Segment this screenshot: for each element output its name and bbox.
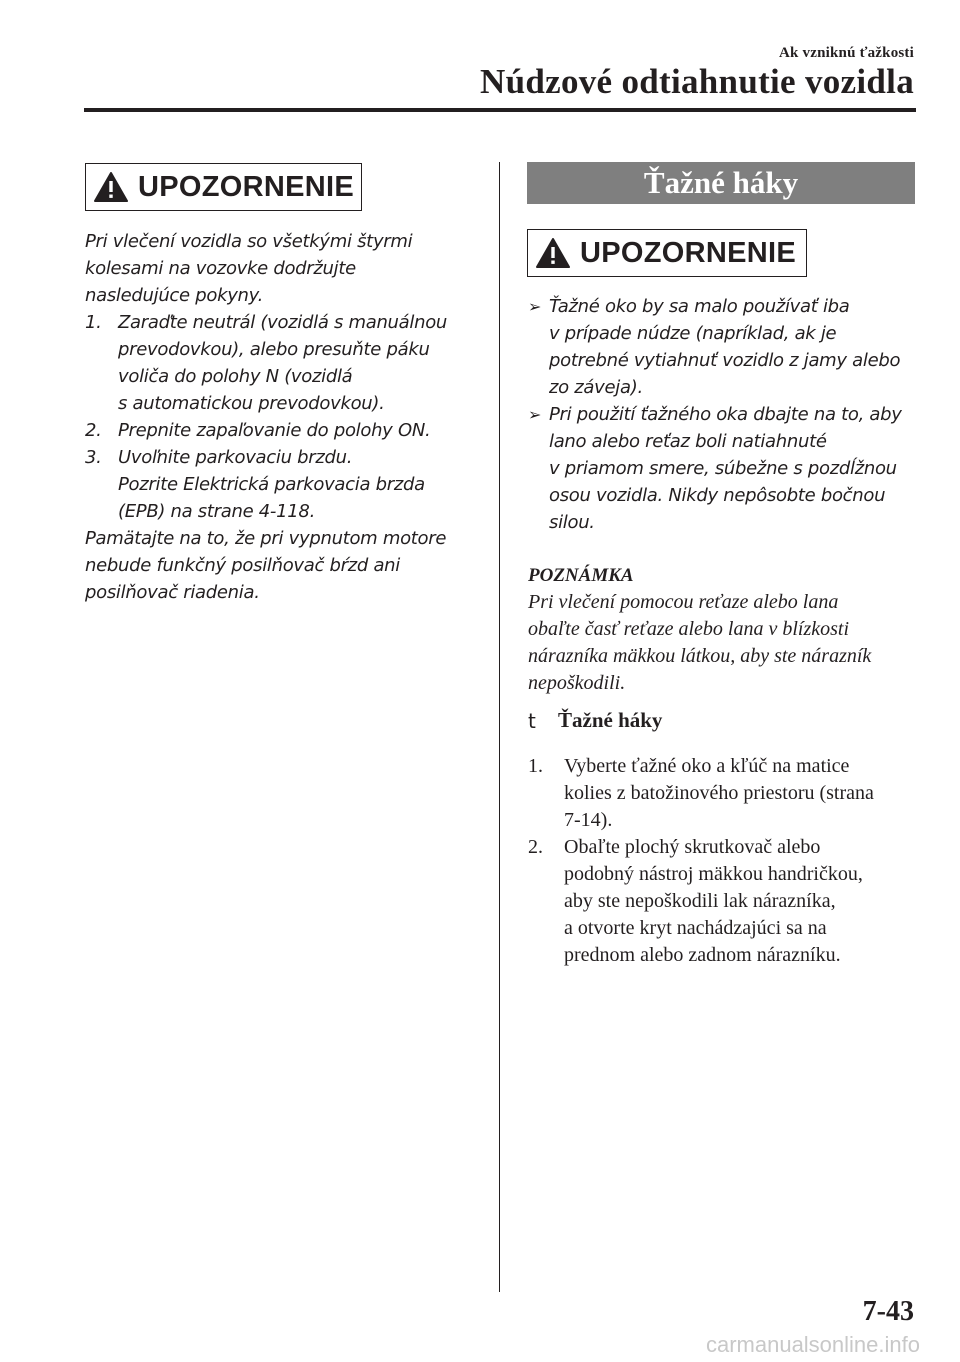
warning-intro bbox=[85, 228, 485, 309]
text-line: Pozrite Elektrická parkovacia brzda bbox=[118, 474, 425, 495]
text-line: nepoškodili. bbox=[528, 672, 626, 694]
warning-step-1 bbox=[85, 309, 485, 417]
bullet-arrow-icon: ➢ bbox=[528, 297, 542, 316]
warning-triangle-icon bbox=[536, 237, 570, 269]
text-line: v prípade núdze (napríklad, ak je bbox=[549, 323, 837, 344]
note-block bbox=[528, 562, 928, 697]
header-rule bbox=[84, 108, 916, 112]
text-line: lano alebo reťaz boli natiahnuté bbox=[549, 431, 827, 452]
warning-label: UPOZORNENIE bbox=[580, 236, 796, 269]
step-number: 2. bbox=[85, 420, 102, 441]
left-warning-body bbox=[85, 228, 485, 606]
note-title: POZNÁMKA bbox=[528, 565, 634, 586]
text-line: silou. bbox=[549, 512, 595, 533]
text-line: nebude funkčný posilňovač bŕzd ani bbox=[85, 555, 400, 576]
bullet-arrow-icon: ➢ bbox=[528, 405, 542, 424]
text-line: kolies z batožinového priestoru (strana bbox=[564, 782, 874, 804]
text-line: osou vozidla. Nikdy nepôsobte bočnou bbox=[549, 485, 886, 506]
text-line: a otvorte kryt nachádzajúci sa na bbox=[564, 917, 827, 939]
text-line: obaľte časť reťaze alebo lana v blízkosti bbox=[528, 618, 850, 640]
sub-heading bbox=[528, 708, 662, 733]
text-line: v priamom smere, súbežne s pozdĺžnou bbox=[549, 458, 897, 479]
text-line: Pri vlečení vozidla so všetkými štyrmi bbox=[85, 231, 413, 252]
page-title: Núdzové odtiahnutie vozidla bbox=[480, 62, 914, 101]
text-line: (EPB) na strane 4-118. bbox=[118, 501, 315, 522]
step-number: 1. bbox=[528, 755, 543, 777]
right-warning-body bbox=[528, 293, 928, 536]
text-line: Pamätajte na to, že pri vypnutom motore bbox=[85, 528, 447, 549]
text-line: nárazníka mäkkou látkou, aby ste nárazník bbox=[528, 645, 872, 667]
procedure-step-2 bbox=[528, 834, 928, 969]
bullet-item bbox=[528, 293, 928, 401]
step-number: 2. bbox=[528, 836, 543, 858]
warning-closing bbox=[85, 525, 485, 606]
warning-step-2 bbox=[85, 417, 485, 444]
text-line: aby ste nepoškodili lak nárazníka, bbox=[564, 890, 836, 912]
sub-heading-text: Ťažné háky bbox=[558, 708, 663, 732]
warning-label: UPOZORNENIE bbox=[138, 170, 354, 203]
text-line: Pri použití ťažného oka dbajte na to, aby bbox=[549, 404, 902, 425]
procedure-steps bbox=[528, 753, 928, 969]
step-number: 1. bbox=[85, 312, 102, 333]
text-line: prednom alebo zadnom nárazníku. bbox=[564, 944, 841, 966]
bullet-item bbox=[528, 401, 928, 536]
header-subtitle: Ak vzniknú ťažkosti bbox=[779, 45, 914, 61]
text-line: Zaraďte neutrál (vozidlá s manuálnou bbox=[118, 312, 448, 333]
right-warning-box bbox=[527, 229, 807, 277]
step-number: 3. bbox=[85, 447, 102, 468]
warning-step-3 bbox=[85, 444, 485, 525]
text-line: prevodovkou), alebo presuňte páku bbox=[118, 339, 430, 360]
text-line: s automatickou prevodovkou). bbox=[118, 393, 385, 414]
note-body bbox=[528, 589, 928, 697]
procedure-step-1 bbox=[528, 753, 928, 834]
column-divider bbox=[499, 162, 500, 1292]
text-line: podobný nástroj mäkkou handričkou, bbox=[564, 863, 863, 885]
text-line: voliča do polohy N (vozidlá bbox=[118, 366, 353, 387]
text-line: kolesami na vozovke dodržujte bbox=[85, 258, 356, 279]
watermark: carmanualsonline.info bbox=[705, 1332, 920, 1357]
text-line: zo záveja). bbox=[549, 377, 643, 398]
warning-triangle-icon bbox=[94, 171, 128, 203]
left-warning-box bbox=[85, 163, 362, 211]
text-line: Ťažné oko by sa malo používať iba bbox=[549, 296, 850, 317]
page-number: 7-43 bbox=[862, 1296, 914, 1327]
text-line: Obaľte plochý skrutkovač alebo bbox=[564, 836, 821, 858]
text-line: posilňovač riadenia. bbox=[85, 582, 260, 603]
text-line: Pri vlečení pomocou reťaze alebo lana bbox=[528, 591, 839, 613]
section-title-banner: Ťažné háky bbox=[527, 162, 915, 204]
text-line: Uvoľnite parkovaciu brzdu. bbox=[118, 447, 353, 468]
text-line: 7-14). bbox=[564, 809, 613, 831]
text-line: potrebné vytiahnuť vozidlo z jamy alebo bbox=[549, 350, 901, 371]
text-line: Prepnite zapaľovanie do polohy ON. bbox=[118, 420, 431, 441]
text-line: Vyberte ťažné oko a kľúč na matice bbox=[564, 755, 850, 777]
sub-heading-marker-icon: t bbox=[528, 708, 536, 733]
text-line: nasledujúce pokyny. bbox=[85, 285, 264, 306]
